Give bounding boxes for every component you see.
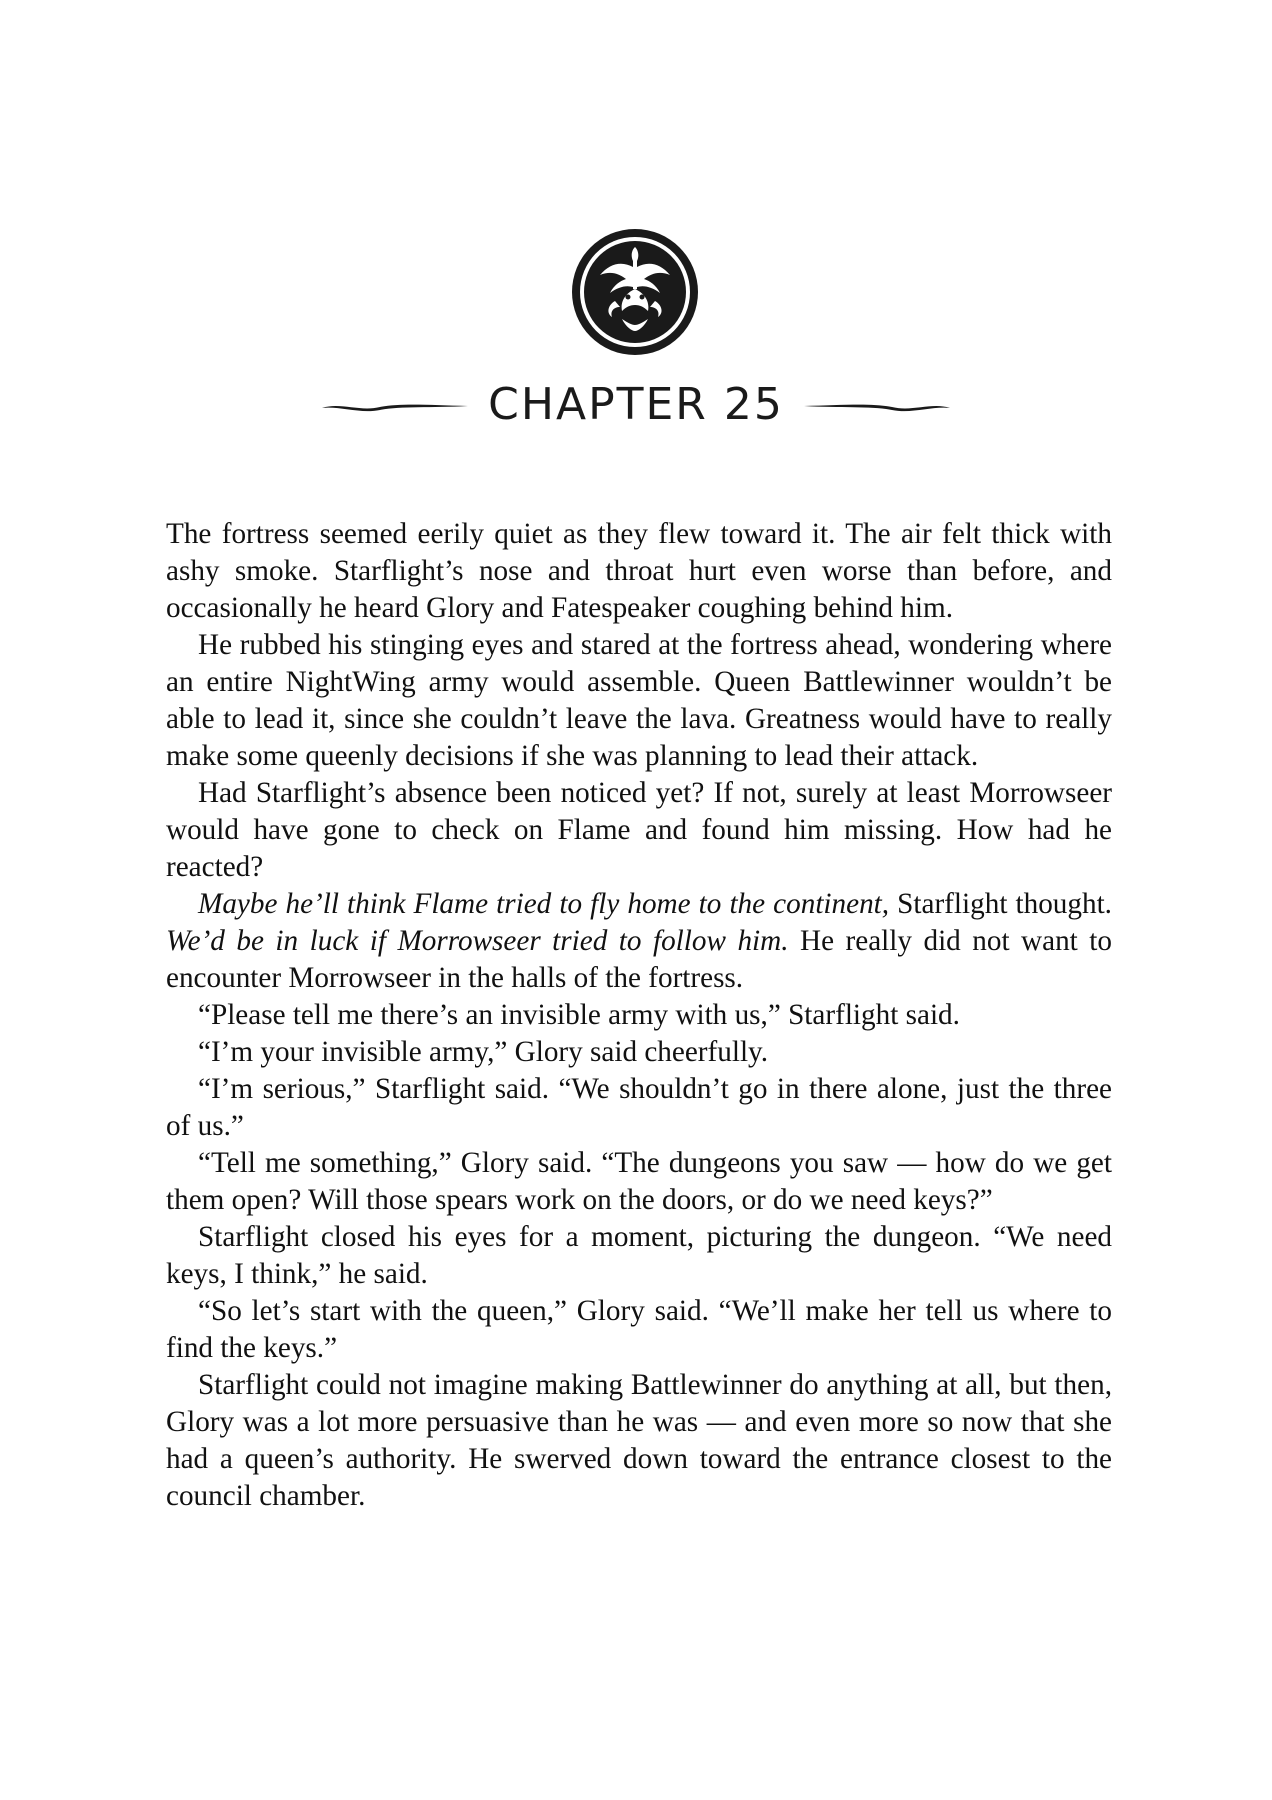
chapter-heading <box>320 370 952 440</box>
paragraph <box>166 516 1112 627</box>
paragraph <box>166 1367 1112 1515</box>
dragon-seal-icon <box>570 227 700 357</box>
chapter-body-text <box>166 516 1112 1515</box>
paragraph <box>166 1145 1112 1219</box>
paragraph <box>166 997 1112 1034</box>
text-segment: “Please tell me there’s an invisible army with us,” Starflight said. <box>198 999 960 1031</box>
text-segment: “Tell me something,” Glory said. “The dungeons you saw — how do we get them open? Will those spears work on the doors, or do we need keys?” <box>166 1147 1112 1216</box>
text-segment: Had Starflight’s absence been noticed yet? If not, surely at least Morrowseer would have gone to check on Flame and found him missing. How had he reacted? <box>166 777 1112 883</box>
text-segment: “So let’s start with the queen,” Glory said. “We’ll make her tell us where to find the keys.” <box>166 1295 1112 1364</box>
right-swash-ornament <box>802 394 952 418</box>
text-segment: He really did not want to encounter Morrowseer in the halls of the fortress. <box>166 925 1112 994</box>
text-segment: “I’m serious,” Starflight said. “We shouldn’t go in there alone, just the three of us.” <box>166 1073 1112 1142</box>
text-segment: Starflight closed his eyes for a moment, picturing the dungeon. “We need keys, I think,” he said. <box>166 1221 1112 1290</box>
left-swash-ornament <box>320 394 470 418</box>
paragraph <box>166 1293 1112 1367</box>
text-segment: He rubbed his stinging eyes and stared at the fortress ahead, wondering where an entire NightWing army would assemble. Queen Battlewinner wouldn’t be able to lead it, since she couldn’t leave the lava. Greatness would have to really make some queenly decisions if she was planning to lead their attack. <box>166 629 1112 772</box>
paragraph <box>166 1034 1112 1071</box>
paragraph <box>166 775 1112 886</box>
paragraph <box>166 1219 1112 1293</box>
paragraph <box>166 1071 1112 1145</box>
text-segment: “I’m your invisible army,” Glory said cheerfully. <box>198 1036 769 1068</box>
text-segment: Starflight thought. <box>889 888 1112 920</box>
paragraph <box>166 627 1112 775</box>
paragraph <box>166 886 1112 997</box>
italic-text-segment: Maybe he’ll think Flame tried to fly home to the continent, <box>198 888 890 920</box>
chapter-title: CHAPTER 25 <box>488 379 784 430</box>
text-segment: The fortress seemed eerily quiet as they flew toward it. The air felt thick with ashy smoke. Starflight’s nose and throat hurt even worse than before, and occasionally he heard Glory and Fatespeaker coughing behind him. <box>166 518 1112 624</box>
text-segment: Starflight could not imagine making Battlewinner do anything at all, but then, Glory was a lot more persuasive than he was — and even more so now that she had a queen’s authority. He swerved down toward the entrance closest to the council chamber. <box>166 1369 1112 1512</box>
italic-text-segment: We’d be in luck if Morrowseer tried to follow him. <box>166 925 789 957</box>
